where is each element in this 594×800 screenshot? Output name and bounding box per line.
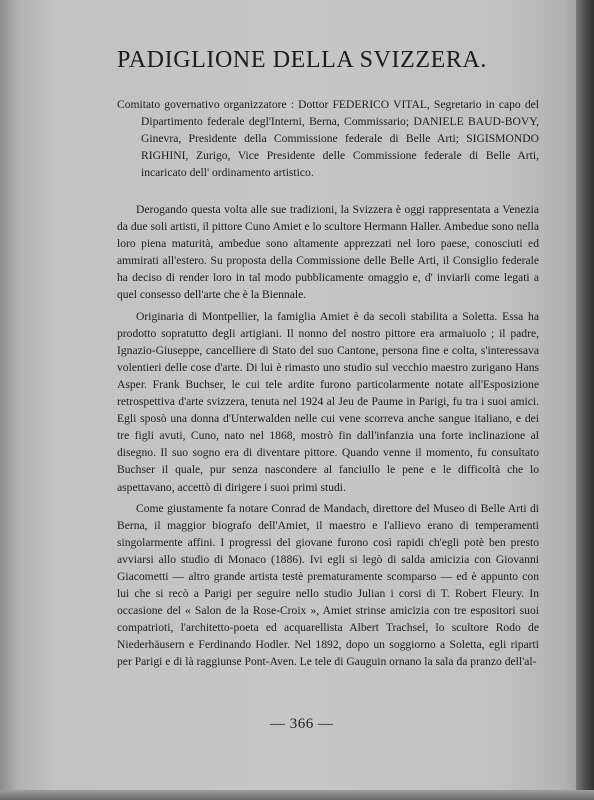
body-paragraph-1: Derogando questa volta alle sue tradizioni, la Svizzera è oggi rappresentata a Venezia da due soli artisti, il pittore Cuno Amiet e lo scultore Hermann Haller. Ambedue sono nella loro piena maturità, ambedue sono altamente apprezzati nel loro paese, conosciuti ed ammirati all'estero. Su proposta della Commissione delle Belle Arti, il Consiglio federale ha deciso di render loro in tal modo pubblicamente omaggio e, d' inviarli come legati a quel consesso dell'arte che è la Biennale. [117, 203, 539, 302]
book-edge-shadow [576, 0, 594, 800]
committee-paragraph: Comitato governativo organizzatore : Dottor FEDERICO VITAL, Segretario in capo del Dipartimento federale degl'Interni, Berna, Commissario; DANIELE BAUD-BOVY, Ginevra, Presidente della Commissione federale di Belle Arti; SIGISMONDO RIGHINI, Zurigo, Vice Presidente delle Commissione federale di Belle Arti, incaricato dell' ordinamento artistico. [117, 98, 539, 179]
page-number: — 366 — [270, 716, 334, 732]
body-paragraph-2: Originaria di Montpellier, la famiglia Amiet è da secoli stabilita a Soletta. Essa ha prodotto sopratutto degli artigiani. Il nonno del nostro pittore era armaiuolo ; il padre, Ignazio-Giuseppe, cancelliere di Stato del suo Cantone, persona fine e colta, s'interessava volentieri delle cose d'arte. Di lui è rimasto uno studio sul vecchio maestro zurigano Hans Asper. Frank Buchser, le cui tele ardite furono particolarmente notate all'Esposizione retrospettiva d'arte svizzera, tenuta nel 1924 al Jeu de Paume in Parigi, fu tra i suoi amici. Egli sposò una donna d'Unterwalden nelle cui vene scorreva anche sangue italiano, e dei tre figli avuti, Cuno, nato nel 1868, mostrò fin dall'infanzia una forte inclinazione al disegno. Il suo sogno era di diventare pittore. Quando venne il momento, fu consultato Buchser il quale, pur senza nascondere al fanciullo le pene e le difficoltà che lo aspettavano, accettò di dirigere i suoi primi studi. [117, 309, 539, 494]
page-bottom-edge [0, 790, 594, 800]
body-paragraph-3: Come giustamente fa notare Conrad de Mandach, direttore del Museo di Belle Arti di Berna, il maggior biografo dell'Amiet, il maestro e l'allievo erano di temperamenti singolarmente affini. I progressi del giovane furono così rapidi ch'egli potè ben presto avviarsi allo studio di Monaco (1886). Ivi egli si legò di salda amicizia con Giovanni Giacometti — altro grande artista testè prematuramente scomparso — ed è appunto con lui che si recò a Parigi per seguire nello studio Julian i corsi di T. Robert Fleury. In occasione del « Salon de la Rose-Croix », Amiet strinse amicizia con tre espositori suoi compatrioti, l'architetto-poeta ed acquarellista Albert Trachsel, lo scultore Rodo de Niederhäusern e Ferdinando Hodler. Nel 1892, dopo un soggiorno a Soletta, egli riparti per Parigi e di là raggiunse Pont-Aven. Le tele di Gauguin ornano la sala da pranzo dell'al- [117, 501, 539, 669]
page-title: PADIGLIONE DELLA SVIZZERA. [117, 47, 488, 73]
body-text [117, 201, 539, 675]
